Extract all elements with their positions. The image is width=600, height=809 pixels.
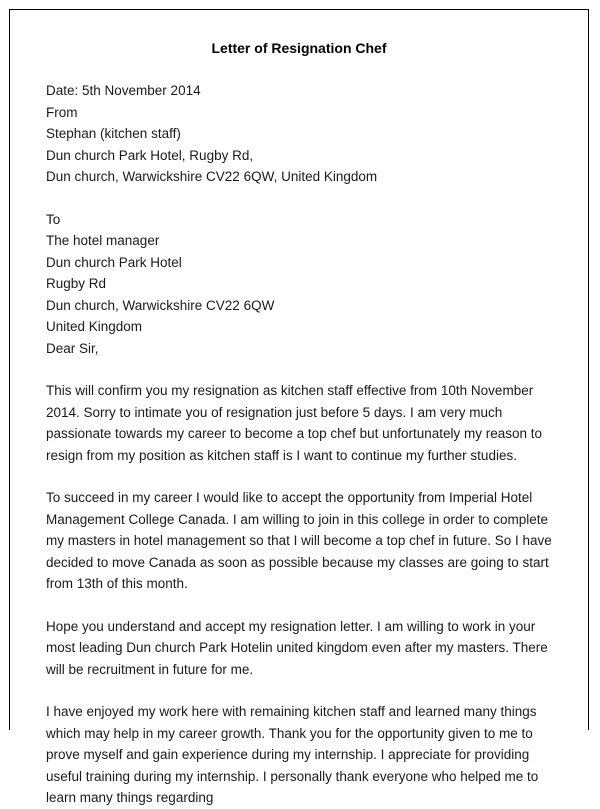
recipient-title: The hotel manager — [46, 233, 160, 248]
document-content — [10, 10, 588, 809]
sender-address-line-1: Dun church Park Hotel, Rugby Rd, — [46, 147, 254, 163]
recipient-address-line-3: Dun church, Warwickshire CV22 6QW — [46, 297, 275, 313]
sender-name: Stephan (kitchen staff) — [46, 126, 181, 141]
recipient-address-line-4: United Kingdom — [46, 319, 143, 334]
recipient-address-block — [46, 209, 552, 360]
salutation: Dear Sir, — [46, 340, 99, 356]
document-page — [9, 9, 589, 805]
document-title: Letter of Resignation Chef — [211, 40, 387, 56]
recipient-address-line-1: Dun church Park Hotel — [46, 254, 182, 270]
from-label: From — [46, 104, 78, 120]
sender-address-block — [46, 80, 552, 188]
date-line: Date: 5th November 2014 — [46, 83, 201, 98]
body-paragraph-3: Hope you understand and accept my resignation letter. I am willing to work in your most leading Dun church Park Hotelin united kingdom even after my masters. There will be recruitment in future for me. — [46, 618, 548, 677]
to-label: To — [46, 211, 61, 227]
body-paragraph-1: This will confirm you my resignation as kitchen staff effective from 10th November 2014. Sorry to intimate you of resignation just before 5 days. I am very much passionate towards my career to become a top chef but unfortunately my reason to resign from my position as kitchen staff is I want to continue my further studies. — [46, 383, 543, 463]
body-paragraph-2: To succeed in my career I would like to accept the opportunity from Imperial Hotel Management College Canada. I am willing to join in this college in order to complete my masters in hotel management so that I will become a top chef in future. So I have decided to move Canada as soon as possible because my classes are going to start from 13th of this month. — [46, 490, 552, 591]
body-paragraph-4: I have enjoyed my work here with remaining kitchen staff and learned many things which may help in my career growth. Thank you for the opportunity given to me to prove myself and gain experience during my internship. I appreciate for providing useful training during my internship. I personally thank everyone who helped me to learn many things regarding — [46, 704, 539, 805]
recipient-address-line-2: Rugby Rd — [46, 276, 107, 291]
sender-address-line-2: Dun church, Warwickshire CV22 6QW, United Kingdom — [46, 169, 378, 184]
